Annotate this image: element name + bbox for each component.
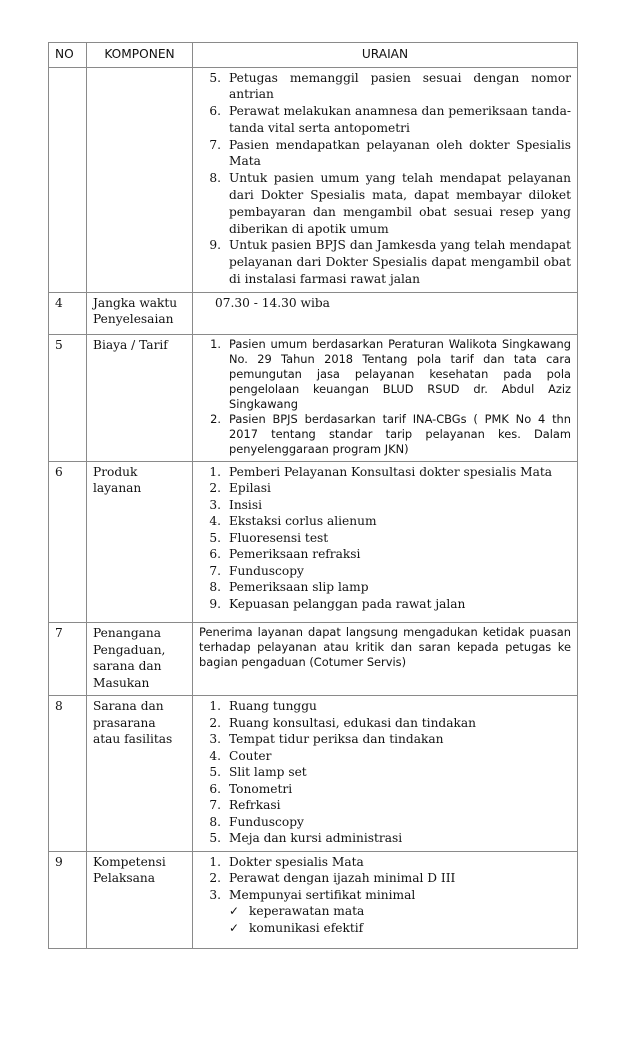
row-no: 9 [49, 851, 87, 949]
list-item: 6. Perawat melakukan anamnesa dan pemeriksaan tanda-tanda vital serta antopometri [209, 104, 571, 135]
list-item: 7. Funduscopy [209, 563, 304, 578]
row-no [49, 67, 87, 292]
row-uraian [193, 851, 578, 949]
table-row [49, 461, 578, 623]
row-uraian [193, 67, 578, 292]
row-komponen: Sarana dan prasarana atau fasilitas [87, 696, 193, 852]
row-komponen: Produk layanan [87, 461, 193, 623]
list-item: 3. Tempat tidur periksa dan tindakan [209, 732, 444, 747]
row-uraian [193, 461, 578, 623]
checkmark-icon: ✓ [229, 920, 240, 935]
header-no: NO [49, 43, 87, 68]
list-item: 5. Fluoresensi test [209, 530, 329, 545]
list-item: 6. Pemeriksaan refraksi [209, 547, 361, 562]
complaint-text: Penerima layanan dapat langsung mengadukan ketidak puasan terhadap pelayanan atau kritik dan saran kepada petugas ke bagian pengaduan (Cotumer Servis) [199, 625, 571, 670]
table-row [49, 334, 578, 461]
row-uraian [193, 334, 578, 461]
list-item: 8. Untuk pasien umum yang telah mendapat pelayanan dari Dokter Spesialis mata, dapat membayar diloket pembayaran dan mengambil obat sesuai resep yang diberikan di apotik umum [209, 171, 571, 236]
list-item: 2. Perawat dengan ijazah minimal D III [209, 871, 456, 886]
list-item: 2. Epilasi [209, 481, 271, 496]
row-komponen: Biaya / Tarif [87, 334, 193, 461]
list-item: 1. Pasien umum berdasarkan Peraturan Walikota Singkawang No. 29 Tahun 2018 Tentang pola tarif dan tata cara pemungutan jasa pelayanan kesehatan pada pola pengelolaan keuangan BLUD RSUD dr. Abdul Aziz Singkawang [210, 336, 571, 411]
list-item: 6. Tonometri [209, 781, 293, 796]
row-komponen: Penangana Pengaduan, sarana dan Masukan [87, 623, 193, 696]
table-row [49, 623, 578, 696]
list-item: 3. Insisi [209, 497, 262, 512]
service-hours: 07.30 - 14.30 wiba [215, 295, 330, 310]
list-item: 1. Dokter spesialis Mata [209, 854, 364, 869]
list-item: 5. Slit lamp set [209, 765, 307, 780]
service-standard-table [48, 42, 578, 949]
table-row [49, 292, 578, 334]
row-uraian [193, 623, 578, 696]
list-item: 4. Ekstaksi corlus alienum [209, 514, 377, 529]
list-item: 1. Pemberi Pelayanan Konsultasi dokter spesialis Mata [209, 464, 553, 479]
table-row [49, 696, 578, 852]
row-no: 8 [49, 696, 87, 852]
header-uraian: URAIAN [193, 43, 578, 68]
list-item: 2. Pasien BPJS berdasarkan tarif INA-CBGs ( PMK No 4 thn 2017 tentang standar tarip pelayanan kes. Dalam penyelenggaraan program JKN) [210, 411, 571, 456]
list-item: 3. Mempunyai sertifikat minimal [209, 887, 416, 902]
check-item: ✓ komunikasi efektif [229, 920, 364, 935]
list-item: 1. Ruang tunggu [209, 699, 317, 714]
list-item: 2. Ruang konsultasi, edukasi dan tindakan [209, 715, 476, 730]
list-item: 9. Kepuasan pelanggan pada rawat jalan [209, 596, 466, 611]
row-uraian [193, 292, 578, 334]
table-header-row [49, 43, 578, 68]
table-row [49, 67, 578, 292]
list-item: 9. Untuk pasien BPJS dan Jamkesda yang telah mendapat pelayanan dari Dokter Spesialis dapat mengambil obat di instalasi farmasi rawat jalan [209, 238, 571, 287]
row-no: 6 [49, 461, 87, 623]
list-item: 4. Couter [209, 748, 272, 763]
row-komponen [87, 67, 193, 292]
list-item: 7. Refrkasi [209, 798, 281, 813]
row-no: 7 [49, 623, 87, 696]
row-no: 5 [49, 334, 87, 461]
checkmark-icon: ✓ [229, 904, 240, 919]
row-no: 4 [49, 292, 87, 334]
row-komponen: Jangka waktu Penyelesaian [87, 292, 193, 334]
row-uraian [193, 696, 578, 852]
list-item: 5. Meja dan kursi administrasi [209, 831, 403, 846]
list-item: 8. Pemeriksaan slip lamp [209, 580, 369, 595]
list-item: 7. Pasien mendapatkan pelayanan oleh dokter Spesialis Mata [209, 137, 571, 169]
table-row [49, 851, 578, 949]
row-komponen: Kompetensi Pelaksana [87, 851, 193, 949]
header-komponen: KOMPONEN [87, 43, 193, 68]
check-item: ✓ keperawatan mata [229, 904, 365, 919]
list-item: 5. Petugas memanggil pasien sesuai dengan nomor antrian [209, 70, 571, 102]
list-item: 8. Funduscopy [209, 814, 304, 829]
